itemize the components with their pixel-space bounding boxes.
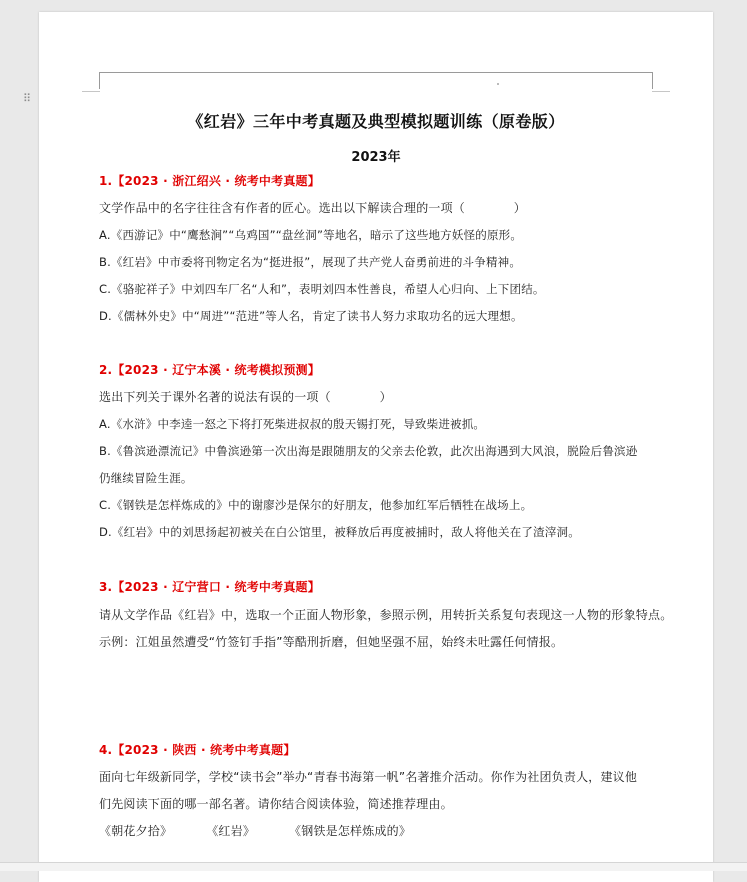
document-title: 《红岩》三年中考真题及典型模拟题训练（原卷版） (187, 112, 565, 131)
margin-corner-right (652, 91, 670, 92)
question-1-option-c: C.《骆驼祥子》中刘四车厂名“人和”，表明刘四本性善良，希望人心归向、上下团结。 (99, 282, 545, 296)
question-1-stem: 文学作品中的名字往往含有作者的匠心。选出以下解读合理的一项（ ） (99, 201, 527, 215)
question-4-book-list (99, 822, 441, 839)
question-2-option-d: D.《红岩》中的刘思扬起初被关在白公馆里，被释放后再度被捕时，敌人将他关在了渣滓洞。 (99, 525, 580, 539)
header-marker (497, 83, 499, 85)
book-option: 《朝花夕拾》 (99, 824, 173, 838)
document-page (39, 12, 713, 882)
book-option: 《红岩》 (206, 824, 256, 838)
question-1-option-b: B.《红岩》中市委将刊物定名为“挺进报”，展现了共产党人奋勇前进的斗争精神。 (99, 255, 522, 269)
drag-handle-icon[interactable]: ⠿ (23, 92, 32, 105)
question-2-heading: 2.【2023 · 辽宁本溪 · 统考模拟预测】 (99, 363, 320, 377)
question-4-stem-line1: 面向七年级新同学，学校“读书会”举办“青春书海第一帆”名著推介活动。你作为社团负责人，建议他 (99, 770, 638, 784)
header-area-border (99, 72, 653, 89)
question-3-stem: 请从文学作品《红岩》中，选取一个正面人物形象，参照示例，用转折关系复句表现这一人物的形象特点。 (99, 608, 673, 622)
question-3-example: 示例：江姐虽然遭受“竹签钉手指”等酷刑折磨，但她坚强不屈，始终未吐露任何情报。 (99, 635, 564, 649)
question-1-option-a: A.《西游记》中“鹰愁涧”“乌鸡国”“盘丝洞”等地名，暗示了这些地方妖怪的原形。 (99, 228, 523, 242)
question-2-option-b-cont: 仍继续冒险生涯。 (99, 471, 193, 485)
book-option: 《钢铁是怎样炼成的》 (289, 824, 412, 838)
question-4-heading: 4.【2023 · 陕西 · 统考中考真题】 (99, 743, 296, 757)
question-3-heading: 3.【2023 · 辽宁营口 · 统考中考真题】 (99, 580, 320, 594)
question-2-stem: 选出下列关于课外名著的说法有误的一项（ ） (99, 390, 392, 404)
section-year: 2023年 (351, 150, 401, 165)
question-1-heading: 1.【2023 · 浙江绍兴 · 统考中考真题】 (99, 174, 320, 188)
margin-corner-left (82, 91, 100, 92)
question-4-stem-line2: 们先阅读下面的哪一部名著。请你结合阅读体验，简述推荐理由。 (99, 797, 453, 811)
question-2-option-a: A.《水浒》中李逵一怒之下将打死柴进叔叔的殷天锡打死，导致柴进被抓。 (99, 417, 486, 431)
question-2-option-b: B.《鲁滨逊漂流记》中鲁滨逊第一次出海是跟随朋友的父亲去伦敦，此次出海遇到大风浪，脱险后鲁滨逊 (99, 444, 638, 458)
question-2-option-c: C.《钢铁是怎样炼成的》中的谢廖沙是保尔的好朋友，他参加红军后牺牲在战场上。 (99, 498, 533, 512)
question-1-option-d: D.《儒林外史》中“周进”“范进”等人名，肯定了读书人努力求取功名的远大理想。 (99, 309, 523, 323)
